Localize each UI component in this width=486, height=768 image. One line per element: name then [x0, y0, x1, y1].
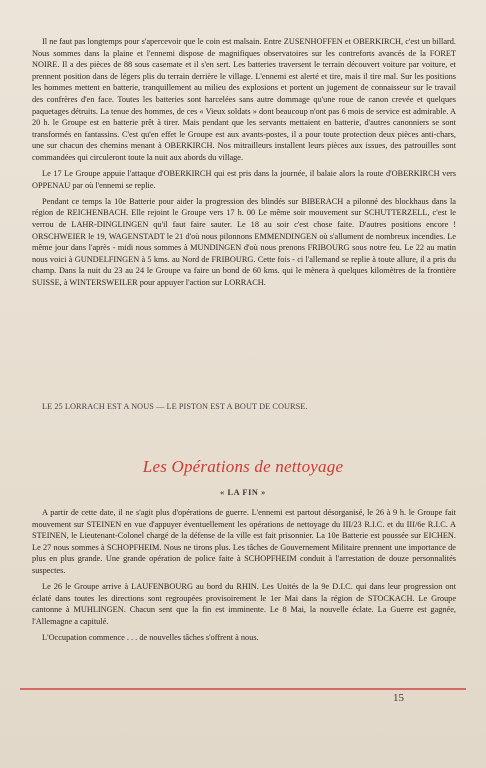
page-number: 15: [393, 692, 404, 704]
paragraph: A partir de cette date, il ne s'agit plus d'opérations de guerre. L'ennemi est partout désorganisé, le 26 à 9 h. le Groupe fait mouvement sur STEINEN en vue d'appuyer éventuellement les opérations de nettoyage du III/23 R.I.C. et du III/6e R.I.C. A STEINEN, le Lieutenant-Colonel chargé de la défense de la ville est fait prisonnier. La 10e Batterie est poussée sur EICHEN. Le 27 nous sommes à SCHOPFHEIM. Nous ne tirons plus. Les tâches de Gouvernement Militaire prennent une importance de plus en plus grande. Une grande opération de police faite à SCHOPFHEIM conduit à l'arrestation de douze personnalités suspectes.: [32, 508, 456, 575]
footer-divider: [20, 688, 466, 690]
paragraph: L'Occupation commence . . . de nouvelles tâches s'offrent à nous.: [42, 632, 259, 642]
narrative-part-1: [32, 36, 456, 288]
paragraph: Il ne faut pas longtemps pour s'apercevoir que le coin est malsain. Entre ZUSENHOFFEN et OBERKIRCH, c'est un billard. Nous sommes dans la plaine et l'ennemi dispose de magnifiques observatoires sur les contreforts avancés de la FORET NOIRE. Il a des pièces de 88 sous casemate et il s'en sert. Les batteries traversent le terrain découvert voiture par voiture, et prennent position dans de légers plis du terrain derrière le village. L'ennemi est alerté et tire, mais il tire mal. Sur les positions les hommes mettent en batterie, tranquillement au milieu des explosions et portent un jugement de connaisseur sur le travail des confrères d'en face. Toutes les batteries sont harcelées sans autre dommage qu'une roue de canon crevée et quelques paquetages détruits. La tenue des hommes, de ces « Vieux soldats » dont beaucoup n'ont pas 6 mois de service est admirable. A 20 h. le Groupe est en batterie prêt à tirer. Mais pendant que les servants mettaient en batterie, d'autres canonniers se sont transformés en fantassins. C'est qu'en effet le Groupe est aux avants-postes, il a pour toute protection deux pièces anti-chars, une sur chacun des chemins menant à OBERKIRCH. Nos mitrailleurs installent leurs pièces aux issues, des patrouilles sont commandées qui circuleront toute la nuit aux abords du village.: [32, 37, 456, 162]
paragraph: Le 17 Le Groupe appuie l'attaque d'OBERKIRCH qui est pris dans la journée, il balaie alors la route d'OBERKIRCH vers OPPENAU par où l'ennemi se replie.: [32, 169, 456, 190]
paragraph: Pendant ce temps la 10e Batterie pour aider la progression des blindés sur BIBERACH a pilonné des blockhaus dans la région de REICHENBACH. Elle rejoint le Groupe vers 17 h. 00 Le même soir mouvement sur SCHUTTERZELL, c'est le verrou de LAHR-DINGLINGEN qu'il faut faire sauter. Le 18 au soir c'est chose faite. D'autres positions encore ! ORSCHWEIER le 19, WAGENSTADT le 21 d'où nous pilonnons EMMENDINGEN où s'allument de nombreux incendies. Le même jour dans l'après - midi nous sommes à MUNDINGEN d'où nous prenons FRIBOURG sous notre feu. Le 22 au matin nous voici à GUNDELFINGEN à 5 kms. au Nord de FRIBOURG. Cette fois - ci l'allemand se replie à toute allure, il a pris du champ. Dans la nuit du 23 au 24 le Groupe va faire un bond de 60 kms. qui le mènera à quelques kilomètres de la frontière SUISSE, à WINTERSWEILER pour appuyer l'action sur LORRACH.: [32, 196, 456, 287]
section-title: Les Opérations de nettoyage: [142, 457, 344, 476]
paragraph: Le 26 le Groupe arrive à LAUFENBOURG au bord du RHIN. Les Unités de la 9e D.I.C. qui dans leur progression ont éclaté dans toutes les directions sont regroupées provisoirement le 1er Mai dans la région de STOCKACH. Le Groupe cantonne à MUHLINGEN. Chacun sent que la fin est imminente. Le 8 Mai, la nouvelle éclate. La Guerre est gagnée, l'Allemagne a capitulé.: [32, 582, 456, 626]
capitals-statement: LE 25 LORRACH EST A NOUS — LE PISTON EST A BOUT DE COURSE.: [42, 402, 308, 411]
section-subtitle: « LA FIN »: [220, 488, 266, 497]
narrative-part-2: [32, 507, 456, 644]
